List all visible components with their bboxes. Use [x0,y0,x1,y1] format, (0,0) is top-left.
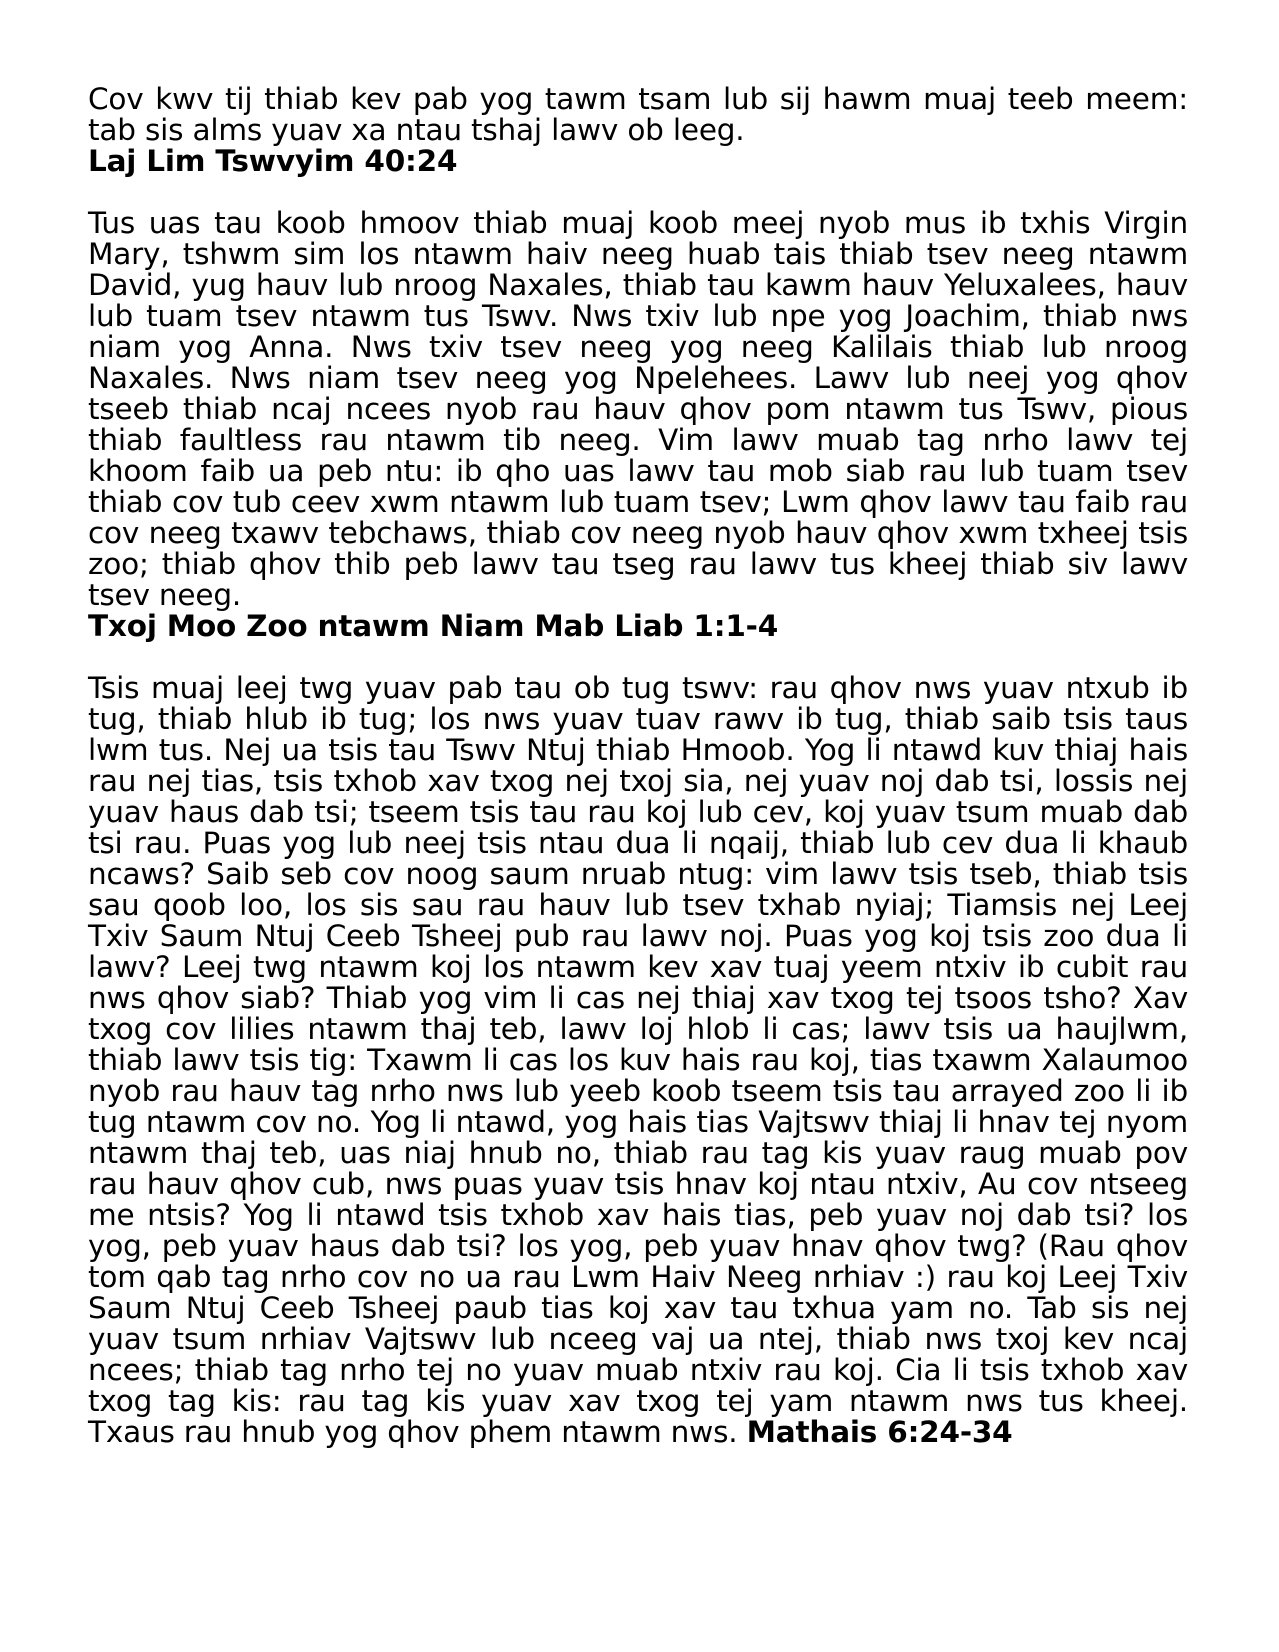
paragraph-spacer [88,177,1188,208]
sirach-passage: Cov kwv tij thiab kev pab yog tawm tsam lub sij hawm muaj teeb meem: tab sis alms yuav xa ntau tshaj lawv ob leeg. [88,82,1188,147]
document-page [88,84,1188,1448]
sirach-reference: Laj Lim Tswvyim 40:24 [88,144,458,178]
matthew-reference: Mathais 6:24-34 [746,1415,1013,1449]
mary-gospel-reference: Txoj Moo Zoo ntawm Niam Mab Liab 1:1-4 [88,609,779,643]
paragraph-spacer [88,642,1188,673]
matthew-passage-text: Tsis muaj leej twg yuav pab tau ob tug tswv: rau qhov nws yuav ntxub ib tug, thiab hlub ib tug; los nws yuav tuav rawv ib tug, thiab saib tsis taus lwm tus. Nej ua tsis tau Tswv Ntuj thiab Hmoob. Yog li ntawd kuv thiaj hais rau nej tias, tsis txhob xav txog nej txoj sia, nej yuav noj dab tsi, lossis nej yuav haus dab tsi; tseem tsis tau rau koj lub cev, koj yuav tsum muab dab tsi rau. Puas yog lub neej tsis ntau dua li nqaij, thiab lub cev dua li khaub ncaws? Saib seb cov noog saum nruab ntug: vim lawv tsis tseb, thiab tsis sau qoob loo, los sis sau rau hauv lub tsev txhab nyiaj; Tiamsis nej Leej Txiv Saum Ntuj Ceeb Tsheej pub rau lawv noj. Puas yog koj tsis zoo dua li lawv? Leej twg ntawm koj los ntawm kev xav tuaj yeem ntxiv ib cubit rau nws qhov siab? Thiab yog vim li cas nej thiaj xav txog tej tsoos tsho? Xav txog cov lilies ntawm thaj teb, lawv loj hlob li cas; lawv tsis ua haujlwm, thiab lawv tsis tig: Txawm li cas los kuv hais rau koj, tias txawm Xalaumoo nyob rau hauv tag nrho nws lub yeeb koob tseem tsis tau arrayed zoo li ib tug ntawm cov no. Yog li ntawd, yog hais tias Vajtswv thiaj li hnav tej nyom ntawm thaj teb, uas niaj hnub no, thiab rau tag kis yuav raug muab pov rau hauv qhov cub, nws puas yuav tsis hnav koj ntau ntxiv, Au cov ntseeg me ntsis? Yog li ntawd tsis txhob xav hais tias, peb yuav noj dab tsi? los yog, peb yuav haus dab tsi? los yog, peb yuav hnav qhov twg? (Rau qhov tom qab tag nrho cov no ua rau Lwm Haiv Neeg nrhiav :) rau koj Leej Txiv Saum Ntuj Ceeb Tsheej paub tias koj xav tau txhua yam no. Tab sis nej yuav tsum nrhiav Vajtswv lub nceeg vaj ua ntej, thiab nws txoj kev ncaj ncees; thiab tag nrho tej no yuav muab ntxiv rau koj. Cia li tsis txhob xav txog tag kis: rau tag kis yuav xav txog tej yam ntawm nws tus kheej. Txaus rau hnub yog qhov phem ntawm nws. [88,671,1188,1449]
matthew-passage [88,673,1188,1448]
mary-gospel-passage: Tus uas tau koob hmoov thiab muaj koob meej nyob mus ib txhis Virgin Mary, tshwm sim los ntawm haiv neeg huab tais thiab tsev neeg ntawm David, yug hauv lub nroog Naxales, thiab tau kawm hauv Yeluxalees, hauv lub tuam tsev ntawm tus Tswv. Nws txiv lub npe yog Joachim, thiab nws niam yog Anna. Nws txiv tsev neeg yog neeg Kalilais thiab lub nroog Naxales. Nws niam tsev neeg yog Npelehees. Lawv lub neej yog qhov tseeb thiab ncaj ncees nyob rau hauv qhov pom ntawm tus Tswv, pious thiab faultless rau ntawm tib neeg. Vim lawv muab tag nrho lawv tej khoom faib ua peb ntu: ib qho uas lawv tau mob siab rau lub tuam tsev thiab cov tub ceev xwm ntawm lub tuam tsev; Lwm qhov lawv tau faib rau cov neeg txawv tebchaws, thiab cov neeg nyob hauv qhov xwm txheej tsis zoo; thiab qhov thib peb lawv tau tseg rau lawv tus kheej thiab siv lawv tsev neeg. [88,206,1188,612]
